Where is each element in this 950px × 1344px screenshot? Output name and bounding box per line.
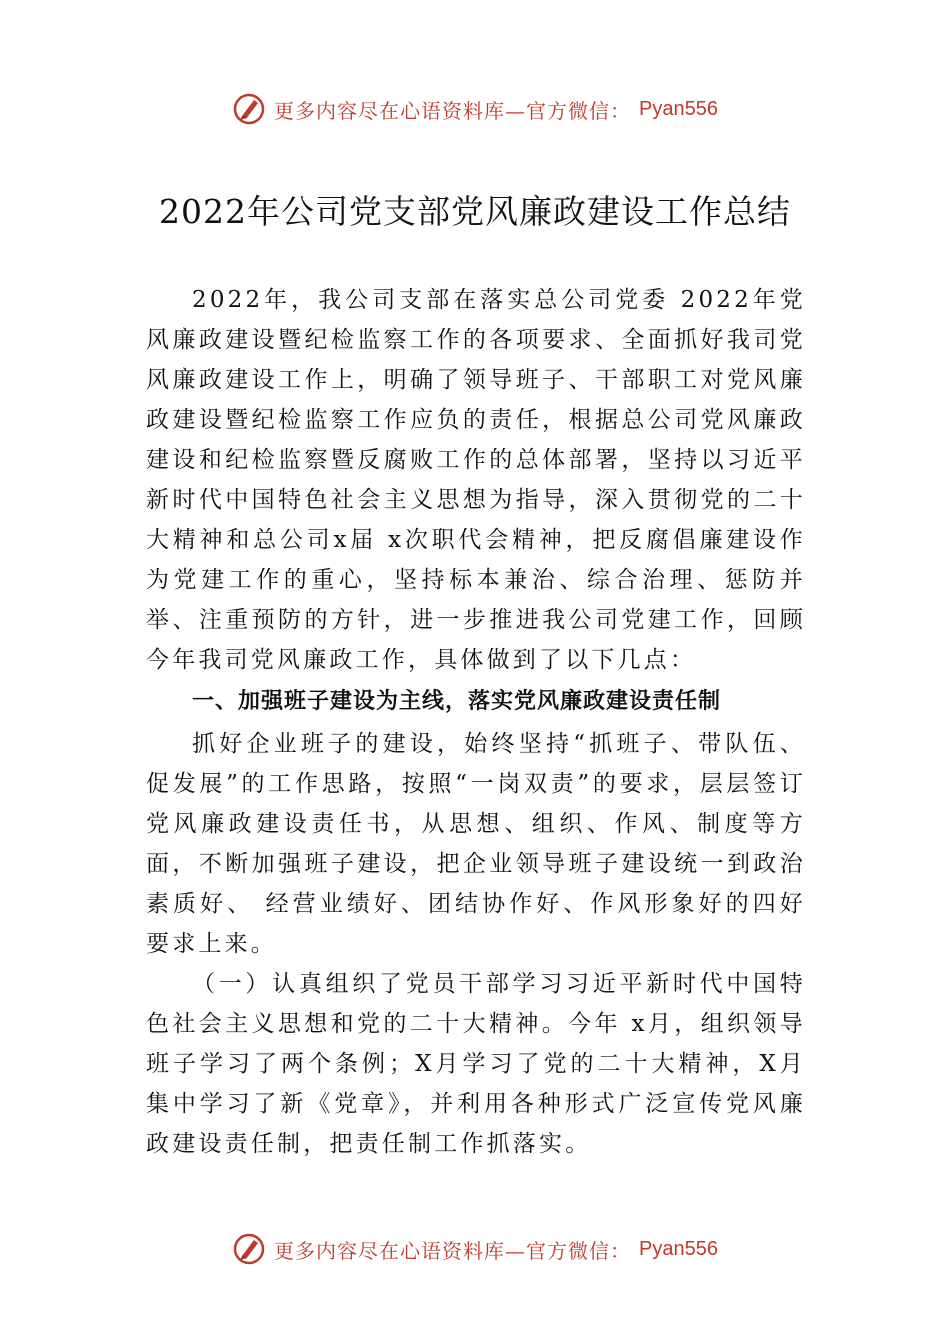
pen-logo-icon [232,1232,266,1266]
paragraph-study: （一）认真组织了党员干部学习习近平新时代中国特色社会主义思想和党的二十大精神。今年 x月，组织领导班子学习了两个条例；X月学习了党的二十大精神，X月集中学习了新《党章》，并利用各种形式广泛宣传党风廉政建设责任制，把责任制工作抓落实。 [146,971,806,1157]
paragraph-intro: 2022年，我公司支部在落实总公司党委 2022年党风廉政建设暨纪检监察工作的各项要求、全面抓好我司党风廉政建设工作上，明确了领导班子、干部职工对党风廉政建设暨纪检监察工作应负的责任，根据总公司党风廉政建设和纪检监察暨反腐败工作的总体部署，坚持以习近平新时代中国特色社会主义思想为指导，深入贯彻党的二十大精神和总公司x届 x次职代会精神，把反腐倡廉建设作为党建工作的重心，坚持标本兼治、综合治理、惩防并举、注重预防的方针，进一步推进我公司党建工作，回顾今年我司党风廉政工作，具体做到了以下几点： [146,287,806,673]
watermark-text: 更多内容尽在心语资料库—官方微信： [274,98,632,123]
watermark-wechat-id: Pyan556 [639,1237,718,1260]
watermark-banner-top [0,92,950,126]
watermark-text: 更多内容尽在心语资料库—官方微信： [274,1238,632,1263]
paragraph-team-building: 抓好企业班子的建设，始终坚持“抓班子、带队伍、促发展”的工作思路，按照“一岗双责”的要求，层层签订党风廉政建设责任书，从思想、组织、作风、制度等方面，不断加强班子建设，把企业领导班子建设统一到政治素质好、 经营业绩好、团结协作好、作风形象好的四好要求上来。 [146,731,806,957]
section-heading: 一、加强班子建设为主线，落实党风廉政建设责任制 [192,689,722,714]
watermark-wechat-id: Pyan556 [639,97,718,120]
watermark-banner-bottom [0,1232,950,1266]
pen-logo-icon [232,92,266,126]
document-body [146,280,806,1164]
document-title: 2022年公司党支部党风廉政建设工作总结 [159,192,791,231]
